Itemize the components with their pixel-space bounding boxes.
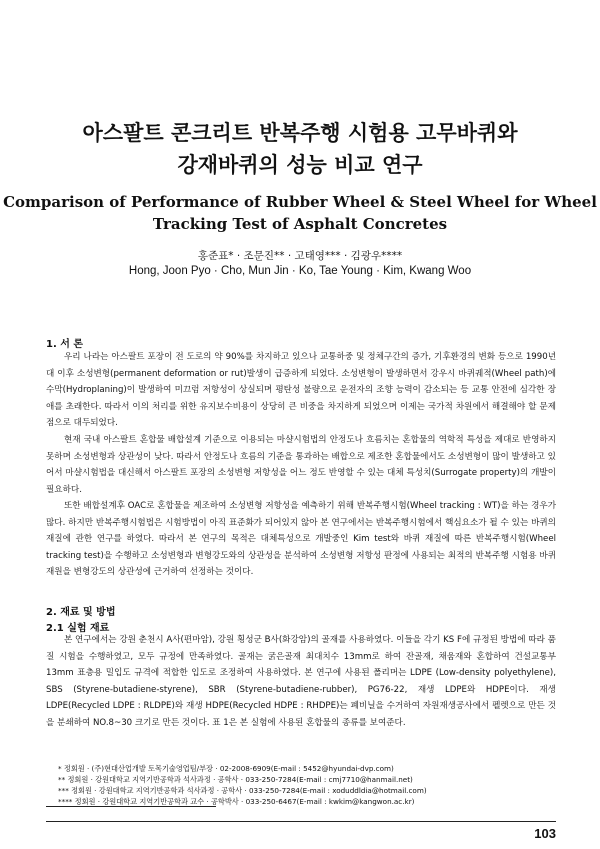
english-title-line-1: Comparison of Performance of Rubber Wheel & Steel Wheel for Wheel — [3, 193, 597, 211]
footnote-4: **** 정회원 · 강원대학교 지역기반공학과 교수 · 공학박사 · 033-250-6467(E-mail : kwkim@kangwon.ac.kr) — [58, 797, 415, 806]
footnote-2: ** 정회원 · 강원대학교 지역기반공학과 석사과정 · 공학사 · 033-250-7284(E-mail : cmj7710@hanmail.net) — [58, 775, 413, 784]
korean-title-line-1: 아스팔트 콘크리트 반복주행 시험용 고무바퀴와 — [82, 121, 518, 145]
section-1-heading: 1. 서 론 — [46, 339, 84, 350]
footnote-1: * 정회원 · (주)현대산업개발 토목기술영업팀/부장 · 02-2008-6909(E-mail : 5452@hyundai-dvp.com) — [58, 764, 394, 773]
intro-paragraph-3: 또한 배합설계후 OAC로 혼합물을 제조하여 소성변형 저항성을 예측하기 위해 반복주행시험(Wheel tracking : WT)을 하는 경우가 많다. 하지만 반복주행시험법은 시험방법이 아직 표준화가 되어있지 않아 본 연구에서는 반복주행시험에서 핵심요소가 될 수 있는 바퀴의 재질에 관한 연구를 하였다. 따라서 본 연구의 목적은 대체특성으로 개발중인 Kim test와 바퀴 재질에 따른 반복주행시험(Wheel tracking test)을 수행하고 소성변형과 변형강도와의 상관성을 분석하여 소성변형 저항성 판정에 사용되는 최적의 반복주행 시험용 바퀴 재원을 변형강도의 상관성에 근거하여 선정하는 것이다. — [46, 501, 556, 578]
intro-paragraph-2: 현재 국내 아스팔트 혼합물 배합설계 기준으로 이용되는 마샬시험법의 안정도나 흐름치는 혼합물의 역학적 특성을 제대로 반영하지 못하며 소성변형과 상관성이 낮다. 따라서 안정도나 흐름의 기준을 통과하는 배합으로 제조한 혼합물에서도 소성변형이 많이 발생하고 있어서 마샬시험법을 대신해서 아스팔트 포장의 소성변형 저항성을 어느 정도 반영할 수 있는 대체 특성치(Surrogate property)의 개발이 필요하다. — [46, 435, 556, 495]
page-number: 103 — [534, 826, 556, 841]
korean-title-line-2: 강재바퀴의 성능 비교 연구 — [177, 153, 423, 177]
footnote-3: *** 정회원 · 강원대학교 지역기반공학과 석사과정 · 공학사 · 033-250-7284(E-mail : xoduddldia@hotmail.com) — [58, 786, 427, 795]
authors-korean: 홍준표* · 조문진** · 고태영*** · 김광우**** — [197, 250, 403, 262]
page-bottom-rule — [46, 821, 556, 822]
intro-paragraph-1: 우리 나라는 아스팔트 포장이 전 도로의 약 90%를 차지하고 있으나 교통하중 및 정체구간의 증가, 기후환경의 변화 등으로 1990년대 이후 소성변형(permanent deformation or rut)발생이 급증하게 되었다. 소성변형이 발생하면서 강우시 바퀴궤적(Wheel path)에 수막(Hydroplaning)이 발생하여 미끄럼 저항성이 상실되며 평탄성 불량으로 운전자의 조향 능력이 감소되는 등 교통 안전에 심각한 장애를 초래한다. 따라서 이의 처리를 위한 유지보수비용이 상당히 큰 비중을 차지하게 되었으며 이제는 국가적 차원에서 해결해야 할 문제점으로 대두되었다. — [46, 352, 556, 429]
authors-english: Hong, Joon Pyo · Cho, Mun Jin · Ko, Tae Young · Kim, Kwang Woo — [128, 265, 472, 277]
subsection-2-1-heading: 2.1 실험 재료 — [46, 623, 110, 634]
materials-paragraph: 본 연구에서는 강원 춘천시 A사(편마암), 강원 횡성군 B사(화강암)의 골재를 사용하였다. 이들을 각기 KS F에 규정된 방법에 따라 품질 시험을 수행하였고, 모두 규정에 만족하였다. 골재는 굵은골재 최대치수 13mm로 하여 잔골재, 채움재와 혼합하여 건설교통부 13mm 표층용 밀입도 규격에 적합한 입도로 조정하여 사용하였다. 본 연구에 사용된 폴리머는 LDPE (Low-density polyethylene), SBS (Styrene-butadiene-styrene), SBR (Styrene-butadiene-rubber), PG76-22, 재생 LDPE와 HDPE이다. 재생 LDPE(Recycled LDPE : RLDPE)와 재생 HDPE(Recycled HDPE : RHDPE)는 폐비닐을 수거하여 자원재생공사에서 펠렛으로 만든 것을 분쇄하여 NO.8~30 크기로 만든 것이다. 표 1은 본 실험에 사용된 혼합물의 종류를 보여준다. — [46, 635, 556, 728]
section-2-heading: 2. 재료 및 방법 — [46, 607, 116, 618]
english-title-line-2: Tracking Test of Asphalt Concretes — [152, 215, 448, 233]
